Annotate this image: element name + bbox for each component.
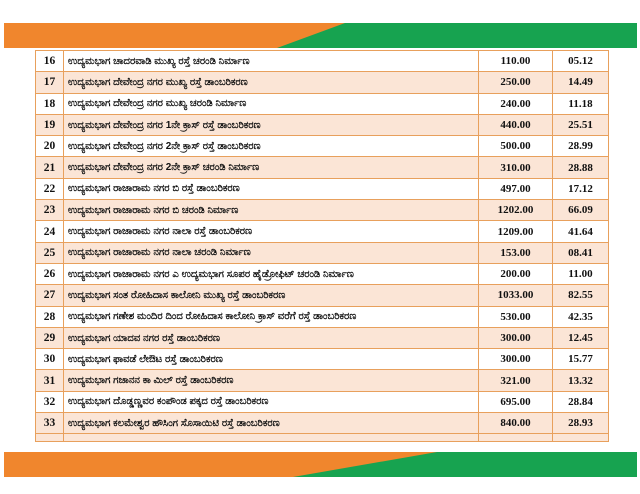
- amount-cell: 440.00: [479, 114, 553, 135]
- work-description-cell: ಉದ್ಯಮಭಾಗ ರಾಜಾರಾಮ ನಗರ ಬಿ ರಸ್ತೆ ಡಾಂಬರಿಕರಣ: [64, 178, 479, 199]
- value-cell: 66.09: [553, 200, 609, 221]
- sl-no-cell: 23: [36, 200, 64, 221]
- work-description-cell: ಉದ್ಯಮಭಾಗ ಗಣೇಶ ಮಂದಿರ ದಿಂದ ರೋಹಿದಾಸ ಕಾಲೋನಿ ಕ್ರಾಸ್ ವರೆಗೆ ರಸ್ತೆ ಡಾಂಬರಿಕರಣ: [64, 306, 479, 327]
- table-row: [36, 306, 609, 327]
- work-description-cell: ಉದ್ಯಮಭಾಗ ದೇವೇಂದ್ರ ನಗರ ಮುಖ್ಯ ರಸ್ತೆ ಡಾಂಬರಿಕರಣ: [64, 72, 479, 93]
- sl-no-cell: 19: [36, 114, 64, 135]
- table-row: [36, 178, 609, 199]
- sl-no-cell: 32: [36, 391, 64, 412]
- sl-no-cell: 24: [36, 221, 64, 242]
- work-description-cell: ಉದ್ಯಮಭಾಗ ಯಾದವ ನಗರ ರಸ್ತೆ ಡಾಂಬರಿಕರಣ: [64, 327, 479, 348]
- amount-cell: 321.00: [479, 370, 553, 391]
- amount-cell: 310.00: [479, 157, 553, 178]
- sl-no-cell: 29: [36, 327, 64, 348]
- value-cell: 08.41: [553, 242, 609, 263]
- table-row: [36, 93, 609, 114]
- table-row: [36, 114, 609, 135]
- value-cell: 82.55: [553, 285, 609, 306]
- work-description-cell: ಉದ್ಯಮಭಾಗ ರಾಜಾರಾಮ ನಗರ ಬಿ ಚರಂಡಿ ನಿರ್ಮಾಣ: [64, 200, 479, 221]
- table-row: [36, 285, 609, 306]
- value-cell: 15.77: [553, 349, 609, 370]
- amount-cell: 300.00: [479, 349, 553, 370]
- table-row: [36, 327, 609, 348]
- works-table-footer: [36, 434, 609, 442]
- value-cell: 12.45: [553, 327, 609, 348]
- work-description-cell: ಉದ್ಯಮಭಾಗ ಕಲಮೇಶ್ವರ ಹೌಸಿಂಗ ಸೊಸಾಯಿಟಿ ರಸ್ತೆ ಡಾಂಬರಿಕರಣ: [64, 413, 479, 434]
- table-row: [36, 200, 609, 221]
- amount-cell: 497.00: [479, 178, 553, 199]
- sl-no-cell: 16: [36, 51, 64, 72]
- sl-no-cell: 18: [36, 93, 64, 114]
- work-description-cell: ಉದ್ಯಮಭಾಗ ಫಾವಡೆ ಲೇಔಟ ರಸ್ತೆ ಡಾಂಬರಿಕರಣ: [64, 349, 479, 370]
- value-cell: 17.12: [553, 178, 609, 199]
- table-row: [36, 51, 609, 72]
- amount-cell: 240.00: [479, 93, 553, 114]
- amount-cell: 695.00: [479, 391, 553, 412]
- sl-no-cell: 27: [36, 285, 64, 306]
- value-cell: 05.12: [553, 51, 609, 72]
- amount-cell: 300.00: [479, 327, 553, 348]
- value-cell: 25.51: [553, 114, 609, 135]
- amount-cell: 110.00: [479, 51, 553, 72]
- amount-cell: 1033.00: [479, 285, 553, 306]
- empty-footer-row: [36, 434, 609, 442]
- table-row: [36, 157, 609, 178]
- work-description-cell: ಉದ್ಯಮಭಾಗ ರಾಜಾರಾಮ ನಗರ ನಾಲಾ ರಸ್ತೆ ಡಾಂಬರಿಕರಣ: [64, 221, 479, 242]
- sl-no-cell: 22: [36, 178, 64, 199]
- work-description-cell: ಉದ್ಯಮಭಾಗ ಗಜಾನನ ಕಾ ಮಿಲ್ ರಸ್ತೆ ಡಾಂಬರಿಕರಣ: [64, 370, 479, 391]
- sl-no-cell: 21: [36, 157, 64, 178]
- work-description-cell: ಉದ್ಯಮಭಾಗ ರಾಜಾರಾಮ ನಗರ ನಾಲಾ ಚರಂಡಿ ನಿರ್ಮಾಣ: [64, 242, 479, 263]
- work-description-cell: ಉದ್ಯಮಭಾಗ ರಾಜಾರಾಮ ನಗರ ಎ ಉದ್ಯಮಭಾಗ ಸೂಪರ ಹೈಡ್ರೋಫಿಟ್ ಚರಂಡಿ ನಿರ್ಮಾಣ: [64, 263, 479, 284]
- amount-cell: 1209.00: [479, 221, 553, 242]
- amount-cell: 530.00: [479, 306, 553, 327]
- value-cell: 28.84: [553, 391, 609, 412]
- table-row: [36, 391, 609, 412]
- sl-no-cell: 26: [36, 263, 64, 284]
- sl-no-cell: 28: [36, 306, 64, 327]
- sl-no-cell: 20: [36, 136, 64, 157]
- value-cell: 28.88: [553, 157, 609, 178]
- empty-cell: [553, 434, 609, 442]
- value-cell: 11.00: [553, 263, 609, 284]
- empty-cell: [36, 434, 64, 442]
- works-table-body: [36, 51, 609, 434]
- sl-no-cell: 33: [36, 413, 64, 434]
- amount-cell: 840.00: [479, 413, 553, 434]
- empty-cell: [64, 434, 479, 442]
- sl-no-cell: 31: [36, 370, 64, 391]
- table-row: [36, 413, 609, 434]
- amount-cell: 200.00: [479, 263, 553, 284]
- work-description-cell: ಉದ್ಯಮಭಾಗ ದೇವೇಂದ್ರ ನಗರ 2ನೇ ಕ್ರಾಸ್ ರಸ್ತೆ ಡಾಂಬರಿಕರಣ: [64, 136, 479, 157]
- work-description-cell: ಉದ್ಯಮಭಾಗ ಸಂತ ರೋಹಿದಾಸ ಕಾಲೋನಿ ಮುಖ್ಯ ರಸ್ತೆ ಡಾಂಬರಿಕರಣ: [64, 285, 479, 306]
- work-description-cell: ಉದ್ಯಮಭಾಗ ದೇವೇಂದ್ರ ನಗರ 1ನೇ ಕ್ರಾಸ್ ರಸ್ತೆ ಡಾಂಬರಿಕರಣ: [64, 114, 479, 135]
- value-cell: 28.93: [553, 413, 609, 434]
- work-description-cell: ಉದ್ಯಮಭಾಗ ದೇವೇಂದ್ರ ನಗರ ಮುಖ್ಯ ಚರಂಡಿ ನಿರ್ಮಾಣ: [64, 93, 479, 114]
- bottom-band: [4, 452, 637, 477]
- work-description-cell: ಉದ್ಯಮಭಾಗ ದೊಡ್ಡಣ್ಣವರ ಕಂಪೌಂಡ ಪಕ್ಕದ ರಸ್ತೆ ಡಾಂಬರಿಕರಣ: [64, 391, 479, 412]
- value-cell: 14.49: [553, 72, 609, 93]
- empty-cell: [479, 434, 553, 442]
- table-row: [36, 263, 609, 284]
- sl-no-cell: 25: [36, 242, 64, 263]
- table-row: [36, 349, 609, 370]
- table-row: [36, 221, 609, 242]
- table-row: [36, 136, 609, 157]
- sl-no-cell: 30: [36, 349, 64, 370]
- table-row: [36, 72, 609, 93]
- amount-cell: 500.00: [479, 136, 553, 157]
- amount-cell: 1202.00: [479, 200, 553, 221]
- value-cell: 41.64: [553, 221, 609, 242]
- top-band: [4, 23, 637, 48]
- works-table: [35, 50, 609, 442]
- value-cell: 42.35: [553, 306, 609, 327]
- table-row: [36, 242, 609, 263]
- value-cell: 11.18: [553, 93, 609, 114]
- work-description-cell: ಉದ್ಯಮಭಾಗ ಚಾದರವಾಡಿ ಮುಖ್ಯ ರಸ್ತೆ ಚರಂಡಿ ನಿರ್ಮಾಣ: [64, 51, 479, 72]
- amount-cell: 153.00: [479, 242, 553, 263]
- value-cell: 28.99: [553, 136, 609, 157]
- amount-cell: 250.00: [479, 72, 553, 93]
- table-row: [36, 370, 609, 391]
- value-cell: 13.32: [553, 370, 609, 391]
- sl-no-cell: 17: [36, 72, 64, 93]
- work-description-cell: ಉದ್ಯಮಭಾಗ ದೇವೇಂದ್ರ ನಗರ 2ನೇ ಕ್ರಾಸ್ ಚರಂಡಿ ನಿರ್ಮಾಣ: [64, 157, 479, 178]
